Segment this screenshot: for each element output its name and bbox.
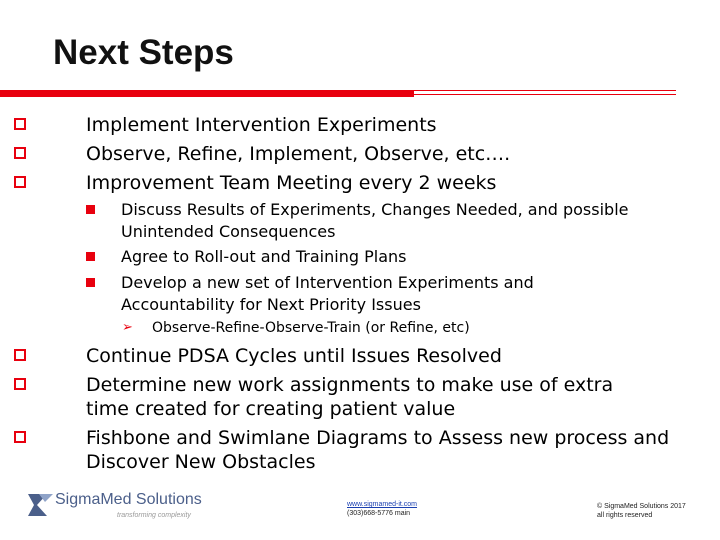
- sub-list-item: Develop a new set of Intervention Experiments and Accountability for Next Priority Issues: [121, 272, 611, 315]
- checkbox-bullet-icon: [14, 349, 26, 361]
- checkbox-bullet-icon: [14, 378, 26, 390]
- phone-number: (303)668-5776 main: [347, 510, 411, 517]
- website-link[interactable]: www.sigmamed-it.com: [347, 501, 418, 508]
- list-item: Improvement Team Meeting every 2 weeks: [86, 171, 686, 195]
- contact-info: [347, 500, 417, 518]
- title-underline-thick: [0, 90, 414, 97]
- logo-text: SigmaMed Solutions: [55, 491, 202, 508]
- square-bullet-icon: [86, 278, 95, 287]
- list-item: Fishbone and Swimlane Diagrams to Assess new process and Discover New Obstacles: [86, 426, 676, 474]
- copyright: © SigmaMed Solutions 2017 all rights reserved: [597, 503, 686, 519]
- checkbox-bullet-icon: [14, 147, 26, 159]
- checkbox-bullet-icon: [14, 176, 26, 188]
- list-item: Continue PDSA Cycles until Issues Resolved: [86, 344, 696, 368]
- checkbox-bullet-icon: [14, 118, 26, 130]
- list-item: Implement Intervention Experiments: [86, 113, 686, 137]
- logo-mark-icon: [25, 490, 55, 520]
- slide-title: Next Steps: [53, 33, 234, 72]
- title-underline-thin: [414, 90, 676, 95]
- company-logo: [25, 488, 202, 524]
- sub-sub-list-item: ➢ Observe-Refine-Observe-Train (or Refine, etc): [122, 320, 470, 336]
- list-item: Observe, Refine, Implement, Observe, etc….: [86, 142, 686, 166]
- square-bullet-icon: [86, 252, 95, 261]
- logo-tagline: transforming complexity: [117, 512, 191, 519]
- list-item: Determine new work assignments to make use of extra time created for creating patient value: [86, 373, 661, 421]
- square-bullet-icon: [86, 205, 95, 214]
- sub-list-item: Discuss Results of Experiments, Changes Needed, and possible Unintended Consequences: [121, 199, 631, 242]
- checkbox-bullet-icon: [14, 431, 26, 443]
- arrow-bullet-icon: ➢: [122, 320, 133, 335]
- sub-list-item: Agree to Roll-out and Training Plans: [121, 246, 631, 268]
